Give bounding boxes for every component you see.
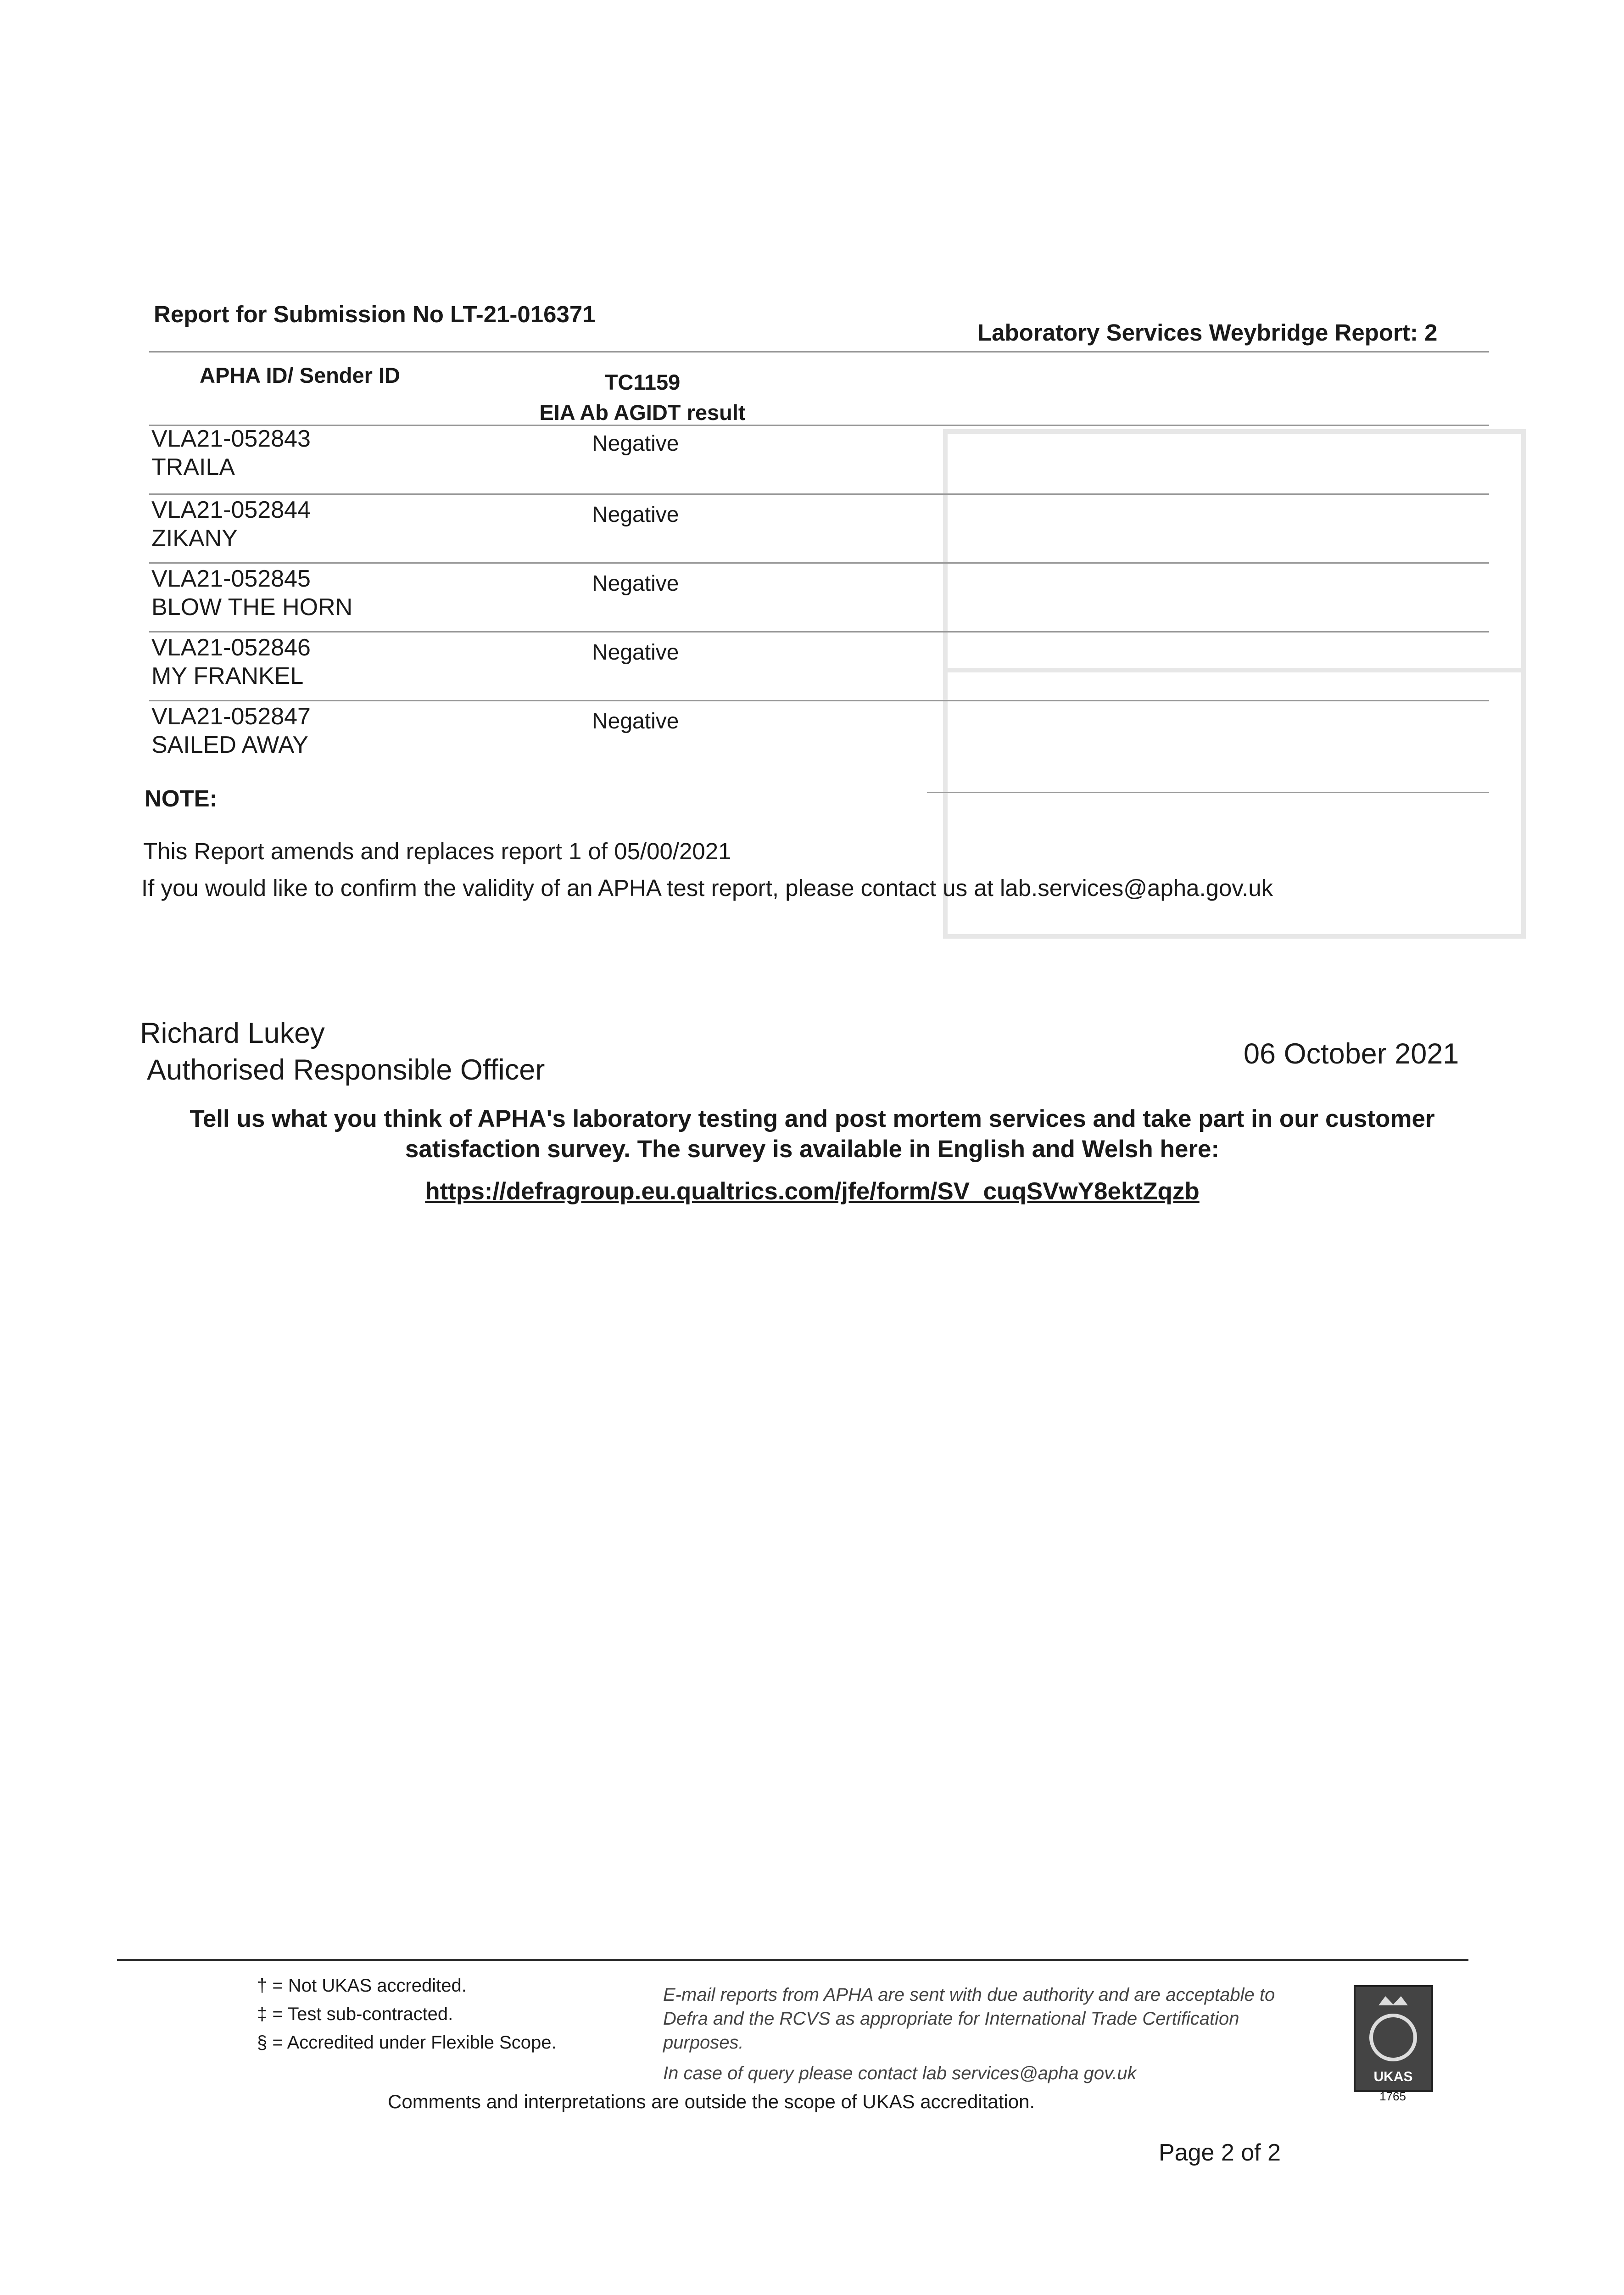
query-contact-note: In case of query please contact lab services@apha gov.uk: [663, 2063, 1137, 2083]
legend-item: † = Not UKAS accredited.: [257, 1976, 467, 1996]
table-row: [147, 496, 1478, 565]
officer-name: Richard Lukey: [140, 1017, 325, 1049]
apha-id: VLA21-052844: [151, 497, 311, 523]
report-date: 06 October 2021: [1244, 1038, 1459, 1070]
test-result: Negative: [592, 571, 679, 596]
lab-report-title: Laboratory Services Weybridge Report: 2: [977, 319, 1438, 346]
legend-item: ‡ = Test sub-contracted.: [257, 2004, 453, 2024]
table-rule: [149, 562, 1489, 564]
row-ids: [151, 702, 311, 759]
ukas-label: UKAS: [1373, 2069, 1413, 2084]
legend-item: § = Accredited under Flexible Scope.: [257, 2032, 557, 2053]
ukas-crown-icon: [1356, 1987, 1431, 2090]
accreditation-legend: [257, 1971, 557, 2057]
email-authority-note: E-mail reports from APHA are sent with due authority and are acceptable to Defra and the RCVS as appropriate for International Trade Certification purposes.: [663, 1985, 1275, 2053]
survey-invitation: Tell us what you think of APHA's laboratory testing and post mortem services and take part in our customer satisfaction survey. The survey is available in English and Welsh here:: [190, 1105, 1435, 1163]
page-number: Page 2 of 2: [1159, 2139, 1281, 2166]
row-ids: [151, 425, 311, 481]
sender-id: ZIKANY: [151, 525, 238, 552]
sender-id: MY FRANKEL: [151, 663, 304, 689]
test-name: EIA Ab AGIDT result: [539, 400, 746, 425]
note-label: NOTE:: [145, 785, 218, 812]
table-rule: [927, 792, 1489, 793]
test-result: Negative: [592, 503, 679, 527]
footer-rule: [117, 1959, 1468, 1961]
table-rule: [149, 631, 1489, 633]
apha-id: VLA21-052846: [151, 634, 311, 661]
test-result: Negative: [592, 431, 679, 456]
apha-id: VLA21-052843: [151, 425, 311, 452]
table-row: [147, 702, 1478, 771]
table-row: [147, 633, 1478, 702]
ukas-accreditation-number: 1765: [1379, 2089, 1406, 2103]
row-ids: [151, 496, 311, 553]
sender-id: SAILED AWAY: [151, 732, 308, 758]
header-rule: [149, 351, 1489, 353]
table-row: [147, 565, 1478, 633]
test-code: TC1159: [604, 370, 681, 394]
table-rule: [149, 493, 1489, 495]
submission-title: Report for Submission No LT-21-016371: [154, 301, 596, 327]
row-ids: [151, 565, 352, 621]
survey-link[interactable]: https://defragroup.eu.qualtrics.com/jfe/form/SV_cuqSVwY8ektZqzb: [425, 1178, 1200, 1205]
sender-id: BLOW THE HORN: [151, 594, 353, 621]
officer-title: Authorised Responsible Officer: [147, 1054, 545, 1086]
table-rule: [149, 700, 1489, 701]
column-header-test: [532, 367, 753, 428]
test-result: Negative: [592, 709, 679, 733]
column-header-id: APHA ID/ Sender ID: [200, 363, 400, 387]
table-row: [147, 425, 1478, 493]
apha-id: VLA21-052847: [151, 703, 311, 730]
note-validity: If you would like to confirm the validity of an APHA test report, please contact us at lab.services@apha.gov.uk: [141, 875, 1273, 901]
row-ids: [151, 633, 311, 690]
ukas-logo: [1354, 1985, 1433, 2092]
note-amendment: This Report amends and replaces report 1 of 05/00/2021: [143, 838, 731, 864]
test-result: Negative: [592, 640, 679, 665]
sender-id: TRAILA: [151, 454, 235, 481]
apha-id: VLA21-052845: [151, 565, 311, 592]
ukas-scope-note: Comments and interpretations are outside the scope of UKAS accreditation.: [388, 2091, 1035, 2112]
